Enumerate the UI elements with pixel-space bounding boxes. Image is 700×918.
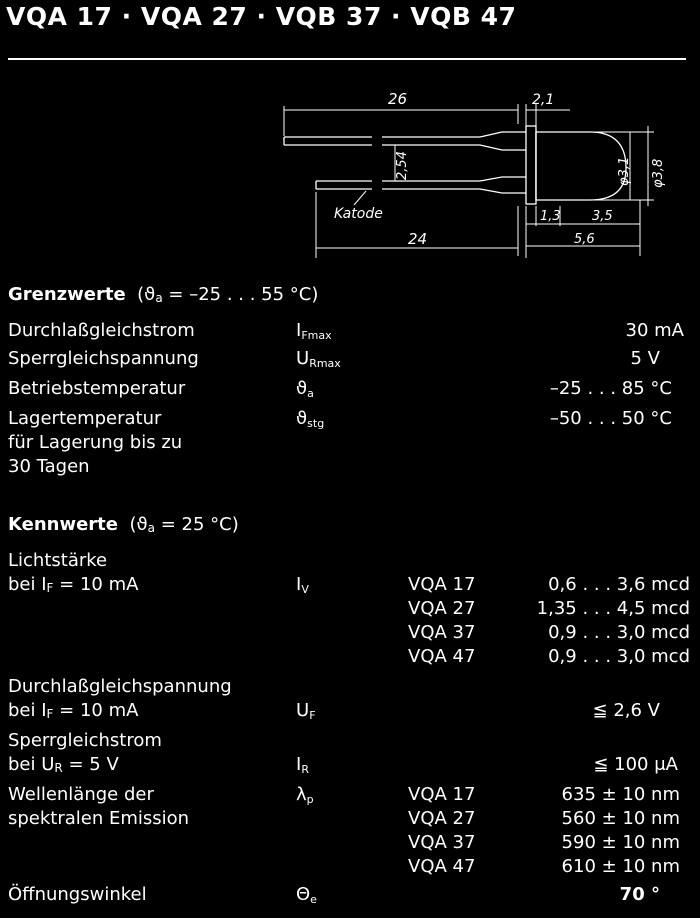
cond-a: bei I bbox=[8, 574, 47, 595]
angle-value: 70 ° bbox=[619, 884, 660, 905]
row-value: 5 V bbox=[630, 348, 660, 369]
cond-b: = 5 V bbox=[62, 754, 119, 775]
angle-symbol bbox=[296, 884, 317, 906]
ir-condition bbox=[8, 754, 119, 775]
angle-label: Öffnungswinkel bbox=[8, 884, 147, 905]
symbol-sub: p bbox=[306, 793, 314, 806]
grenzwerte-title: Grenzwerte bbox=[8, 284, 126, 305]
row-label-line2: für Lagerung bis zu bbox=[8, 432, 183, 453]
uf-symbol bbox=[296, 700, 316, 722]
symbol-sub: a bbox=[307, 387, 314, 400]
symbol-main: I bbox=[296, 320, 302, 341]
row-symbol bbox=[296, 348, 341, 370]
ir-value: ≦ 100 μA bbox=[593, 754, 678, 775]
kennwerte-condition-rest: = 25 °C) bbox=[154, 514, 239, 535]
wl-value: 635 ± 10 nm bbox=[561, 784, 680, 805]
page-title: VQA 17 · VQA 27 · VQB 37 · VQB 47 bbox=[6, 2, 517, 31]
cond-sub: R bbox=[54, 761, 63, 775]
symbol-sub: e bbox=[310, 893, 317, 906]
dim-26: 26 bbox=[388, 90, 408, 108]
symbol-main: λ bbox=[296, 784, 307, 805]
kennwerte-title: Kennwerte bbox=[8, 514, 118, 535]
upper-lead bbox=[284, 132, 526, 150]
type-label: VQA 27 bbox=[408, 598, 476, 619]
symbol-main: U bbox=[296, 700, 310, 721]
kennwerte-condition: (ϑ bbox=[129, 514, 148, 535]
grenzwerte-condition-rest: = –25 . . . 55 °C) bbox=[162, 284, 319, 305]
symbol-main: I bbox=[296, 574, 302, 595]
dim-24: 24 bbox=[408, 230, 428, 248]
cond-sub: F bbox=[46, 707, 54, 721]
dim-3-5: 3,5 bbox=[592, 209, 613, 224]
symbol-sub: Fmax bbox=[301, 329, 332, 342]
symbol-main: ϑ bbox=[296, 408, 308, 429]
symbol-main: I bbox=[296, 754, 302, 775]
wl-value: 610 ± 10 nm bbox=[561, 856, 680, 877]
dim-2-1: 2,1 bbox=[532, 92, 555, 108]
katode-label: Katode bbox=[334, 206, 383, 222]
uf-label: Durchlaßgleichspannung bbox=[8, 676, 232, 697]
row-symbol bbox=[296, 408, 324, 430]
ir-symbol bbox=[296, 754, 309, 776]
ir-label: Sperrgleichstrom bbox=[8, 730, 162, 751]
row-label: Sperrgleichspannung bbox=[8, 348, 199, 369]
title-rule bbox=[8, 58, 686, 60]
kennwerte-heading bbox=[8, 514, 239, 535]
dim-phi-3-8: φ3,8 bbox=[651, 158, 666, 188]
symbol-sub: Rmax bbox=[309, 357, 341, 370]
uf-value: ≦ 2,6 V bbox=[592, 700, 660, 721]
row-symbol bbox=[296, 320, 332, 342]
cond-sub: F bbox=[46, 581, 54, 595]
symbol-sub: stg bbox=[307, 417, 325, 430]
symbol-sub: R bbox=[301, 763, 309, 776]
symbol-main: ϑ bbox=[296, 378, 308, 399]
type-label: VQA 17 bbox=[408, 574, 476, 595]
type-label: VQA 47 bbox=[408, 856, 476, 877]
wl-label-line2: spektralen Emission bbox=[8, 808, 190, 829]
dim-phi-3-1: φ3,1 bbox=[617, 156, 632, 186]
cond-a: bei I bbox=[8, 700, 47, 721]
licht-condition bbox=[8, 574, 138, 595]
row-value: –50 . . . 50 °C bbox=[549, 408, 672, 429]
type-label: VQA 37 bbox=[408, 622, 476, 643]
row-value: 30 mA bbox=[625, 320, 684, 341]
cond-b: = 10 mA bbox=[53, 700, 139, 721]
licht-label: Lichtstärke bbox=[8, 550, 108, 571]
wl-label: Wellenlänge der bbox=[8, 784, 154, 805]
wl-value: 590 ± 10 nm bbox=[561, 832, 680, 853]
uf-condition bbox=[8, 700, 138, 721]
licht-value: 0,6 . . . 3,6 mcd bbox=[548, 574, 690, 595]
symbol-sub: F bbox=[309, 709, 316, 722]
row-symbol bbox=[296, 378, 314, 400]
row-label: Durchlaßgleichstrom bbox=[8, 320, 195, 341]
grenzwerte-condition-sub: a bbox=[155, 291, 163, 305]
type-label: VQA 17 bbox=[408, 784, 476, 805]
row-label: Betriebstemperatur bbox=[8, 378, 186, 399]
licht-value: 0,9 . . . 3,0 mcd bbox=[548, 646, 690, 667]
wl-symbol bbox=[296, 784, 314, 806]
led-body bbox=[526, 126, 626, 204]
row-label: Lagertemperatur bbox=[8, 408, 162, 429]
grenzwerte-heading bbox=[8, 284, 318, 305]
wl-value: 560 ± 10 nm bbox=[561, 808, 680, 829]
licht-symbol bbox=[296, 574, 309, 596]
licht-value: 1,35 . . . 4,5 mcd bbox=[536, 598, 690, 619]
kennwerte-condition-sub: a bbox=[147, 521, 155, 535]
dim-1-3: 1,3 bbox=[540, 209, 561, 224]
row-value: –25 . . . 85 °C bbox=[549, 378, 672, 399]
row-label-line3: 30 Tagen bbox=[8, 456, 90, 477]
cond-b: = 10 mA bbox=[53, 574, 139, 595]
lower-lead bbox=[316, 177, 526, 193]
symbol-main: U bbox=[296, 348, 310, 369]
licht-value: 0,9 . . . 3,0 mcd bbox=[548, 622, 690, 643]
type-label: VQA 27 bbox=[408, 808, 476, 829]
grenzwerte-condition: (ϑ bbox=[137, 284, 156, 305]
symbol-sub: V bbox=[301, 583, 309, 596]
type-label: VQA 37 bbox=[408, 832, 476, 853]
dim-2-54: 2,54 bbox=[395, 151, 410, 180]
symbol-main: Θ bbox=[296, 884, 311, 905]
led-dimension-drawing bbox=[270, 88, 670, 260]
type-label: VQA 47 bbox=[408, 646, 476, 667]
dim-5-6: 5,6 bbox=[574, 232, 595, 247]
cond-a: bei U bbox=[8, 754, 55, 775]
